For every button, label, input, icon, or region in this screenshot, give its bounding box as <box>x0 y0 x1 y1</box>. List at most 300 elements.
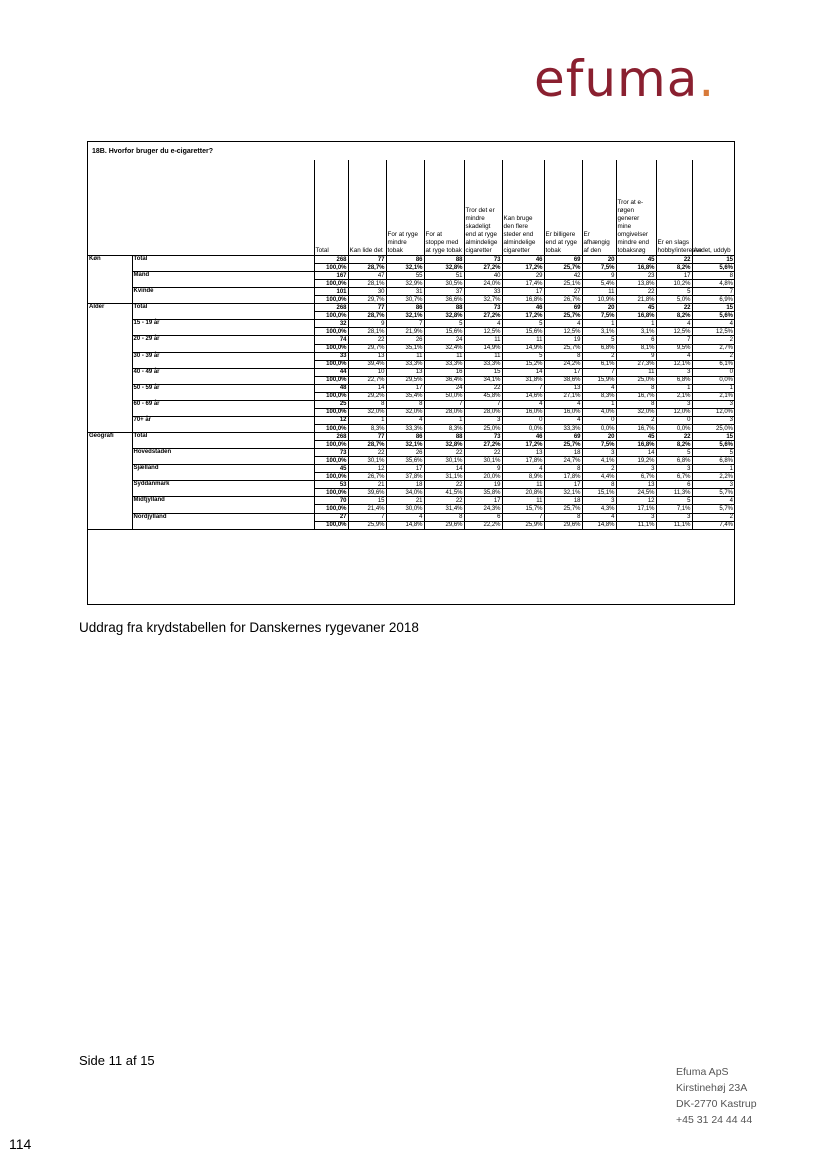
percent-cell: 7,4% <box>692 521 734 529</box>
count-cell: 73 <box>464 256 502 264</box>
table-row <box>88 288 734 296</box>
column-header: Er afhængig af den <box>582 160 616 256</box>
count-cell: 11 <box>502 336 544 344</box>
percent-cell: 21,9% <box>386 328 424 336</box>
percent-cell: 16,8% <box>616 312 656 320</box>
count-cell: 88 <box>424 304 464 312</box>
count-cell: 11 <box>616 368 656 376</box>
table-row <box>88 497 734 505</box>
count-cell: 17 <box>656 272 692 280</box>
percent-cell: 100,0% <box>314 328 348 336</box>
percent-cell: 32,1% <box>544 489 582 497</box>
count-cell: 15 <box>692 256 734 264</box>
percent-cell: 33,3% <box>386 424 424 432</box>
count-cell: 8 <box>692 272 734 280</box>
percent-cell: 100,0% <box>314 296 348 304</box>
count-cell: 1 <box>692 465 734 473</box>
count-cell: 22 <box>348 336 386 344</box>
count-cell: 2 <box>582 352 616 360</box>
percent-cell: 8,1% <box>616 344 656 352</box>
percent-cell: 15,2% <box>502 360 544 368</box>
percent-cell: 16,8% <box>616 264 656 272</box>
table-row <box>88 481 734 489</box>
count-cell: 3 <box>582 497 616 505</box>
row-label: Nordjylland <box>132 513 314 529</box>
column-header: Tror at e-røgen generer mine omgivelser mindre end tobaksrøg <box>616 160 656 256</box>
group-label: Geografi <box>88 433 132 530</box>
percent-cell: 32,8% <box>424 312 464 320</box>
count-cell: 27 <box>544 288 582 296</box>
percent-cell: 17,2% <box>502 441 544 449</box>
percent-cell: 15,9% <box>582 376 616 384</box>
group-label: Alder <box>88 304 132 433</box>
count-cell: 15 <box>464 368 502 376</box>
column-header: Andet, uddyb <box>692 160 734 256</box>
percent-cell: 20,0% <box>464 473 502 481</box>
percent-cell: 32,0% <box>348 408 386 416</box>
percent-cell: 30,1% <box>348 457 386 465</box>
count-cell: 4 <box>582 384 616 392</box>
percent-cell: 12,0% <box>692 408 734 416</box>
percent-cell: 30,1% <box>424 457 464 465</box>
percent-cell: 25,9% <box>502 521 544 529</box>
count-cell: 86 <box>386 304 424 312</box>
company-street: Kirstinehøj 23A <box>676 1082 748 1094</box>
percent-cell: 6,8% <box>692 457 734 465</box>
percent-cell: 13,8% <box>616 280 656 288</box>
count-cell: 11 <box>464 336 502 344</box>
company-address <box>676 1064 757 1128</box>
percent-cell: 6,8% <box>656 376 692 384</box>
count-cell: 3 <box>692 481 734 489</box>
percent-cell: 24,0% <box>464 280 502 288</box>
percent-cell: 0,0% <box>656 424 692 432</box>
percent-cell: 100,0% <box>314 457 348 465</box>
percent-cell: 6,1% <box>692 360 734 368</box>
efuma-logo: efuma. <box>534 50 716 108</box>
count-cell: 4 <box>656 352 692 360</box>
count-cell: 1 <box>692 384 734 392</box>
percent-cell: 11,1% <box>656 521 692 529</box>
count-cell: 20 <box>582 256 616 264</box>
row-label: 20 - 29 år <box>132 336 314 352</box>
count-cell: 18 <box>544 497 582 505</box>
row-label: Kvinde <box>132 288 314 304</box>
percent-cell: 10,2% <box>656 280 692 288</box>
count-cell: 3 <box>464 416 502 424</box>
count-cell: 22 <box>656 304 692 312</box>
percent-cell: 100,0% <box>314 392 348 400</box>
count-cell: 14 <box>502 368 544 376</box>
percent-cell: 33,3% <box>386 360 424 368</box>
percent-cell: 12,5% <box>464 328 502 336</box>
percent-cell: 24,5% <box>616 489 656 497</box>
percent-cell: 25,7% <box>544 312 582 320</box>
count-cell: 8 <box>386 400 424 408</box>
count-cell: 55 <box>386 272 424 280</box>
percent-cell: 29,5% <box>386 376 424 384</box>
percent-cell: 3,1% <box>616 328 656 336</box>
count-cell: 8 <box>544 465 582 473</box>
count-cell: 30 <box>348 288 386 296</box>
percent-cell: 8,3% <box>424 424 464 432</box>
percent-cell: 27,2% <box>464 264 502 272</box>
count-cell: 33 <box>314 352 348 360</box>
percent-cell: 10,9% <box>582 296 616 304</box>
count-cell: 2 <box>582 465 616 473</box>
count-cell: 5 <box>692 449 734 457</box>
count-cell: 3 <box>616 465 656 473</box>
percent-cell: 26,7% <box>348 473 386 481</box>
percent-cell: 17,8% <box>502 457 544 465</box>
count-cell: 14 <box>424 465 464 473</box>
percent-cell: 36,4% <box>424 376 464 384</box>
percent-cell: 32,0% <box>386 408 424 416</box>
percent-cell: 2,2% <box>692 473 734 481</box>
percent-cell: 25,0% <box>464 424 502 432</box>
percent-cell: 38,6% <box>544 376 582 384</box>
percent-cell: 100,0% <box>314 424 348 432</box>
percent-cell: 25,9% <box>348 521 386 529</box>
count-cell: 86 <box>386 433 424 441</box>
count-cell: 13 <box>544 384 582 392</box>
percent-cell: 35,4% <box>386 392 424 400</box>
percent-cell: 6,7% <box>656 473 692 481</box>
count-cell: 32 <box>314 320 348 328</box>
count-cell: 70 <box>314 497 348 505</box>
count-cell: 4 <box>582 513 616 521</box>
count-cell: 7 <box>656 336 692 344</box>
count-cell: 4 <box>544 400 582 408</box>
table-row <box>88 433 734 441</box>
percent-cell: 39,6% <box>348 489 386 497</box>
percent-cell: 32,0% <box>616 408 656 416</box>
percent-cell: 26,7% <box>544 296 582 304</box>
count-cell: 22 <box>424 497 464 505</box>
count-cell: 7 <box>502 513 544 521</box>
count-cell: 11 <box>464 352 502 360</box>
count-cell: 14 <box>348 384 386 392</box>
percent-cell: 0,0% <box>692 376 734 384</box>
count-cell: 4 <box>656 320 692 328</box>
percent-cell: 100,0% <box>314 441 348 449</box>
percent-cell: 31,8% <box>502 376 544 384</box>
column-header: Er billigere end at ryge tobak <box>544 160 582 256</box>
count-cell: 1 <box>348 416 386 424</box>
percent-cell: 28,0% <box>424 408 464 416</box>
percent-cell: 8,2% <box>656 312 692 320</box>
percent-cell: 22,2% <box>464 521 502 529</box>
count-cell: 21 <box>348 481 386 489</box>
count-cell: 46 <box>502 433 544 441</box>
count-cell: 23 <box>616 272 656 280</box>
table-row <box>88 449 734 457</box>
percent-cell: 39,4% <box>348 360 386 368</box>
count-cell: 7 <box>502 384 544 392</box>
percent-cell: 25,7% <box>544 441 582 449</box>
percent-cell: 100,0% <box>314 360 348 368</box>
percent-cell: 25,0% <box>692 424 734 432</box>
percent-cell: 16,0% <box>544 408 582 416</box>
percent-cell: 16,0% <box>502 408 544 416</box>
percent-cell: 2,1% <box>656 392 692 400</box>
percent-cell: 32,7% <box>464 296 502 304</box>
count-cell: 77 <box>348 433 386 441</box>
count-cell: 5 <box>656 497 692 505</box>
count-cell: 33 <box>464 288 502 296</box>
count-cell: 3 <box>656 513 692 521</box>
percent-cell: 32,4% <box>424 344 464 352</box>
count-cell: 5 <box>502 352 544 360</box>
percent-cell: 3,1% <box>582 328 616 336</box>
count-cell: 11 <box>502 497 544 505</box>
percent-cell: 28,0% <box>464 408 502 416</box>
percent-cell: 15,6% <box>502 328 544 336</box>
count-cell: 47 <box>348 272 386 280</box>
count-cell: 88 <box>424 256 464 264</box>
count-cell: 6 <box>616 336 656 344</box>
percent-cell: 25,7% <box>544 505 582 513</box>
table-caption: Uddrag fra krydstabellen for Danskernes rygevaner 2018 <box>79 620 419 635</box>
count-cell: 3 <box>692 400 734 408</box>
percent-cell: 17,4% <box>502 280 544 288</box>
percent-cell: 29,2% <box>348 392 386 400</box>
count-cell: 3 <box>616 513 656 521</box>
count-cell: 26 <box>386 449 424 457</box>
count-cell: 73 <box>314 449 348 457</box>
count-cell: 46 <box>502 256 544 264</box>
count-cell: 11 <box>386 352 424 360</box>
count-cell: 2 <box>692 513 734 521</box>
count-cell: 13 <box>502 449 544 457</box>
percent-cell: 29,7% <box>348 296 386 304</box>
row-label: Hovedstaden <box>132 449 314 465</box>
count-cell: 45 <box>616 433 656 441</box>
count-cell: 101 <box>314 288 348 296</box>
percent-cell: 5,4% <box>582 280 616 288</box>
column-header: Er en slags hobby/interesse <box>656 160 692 256</box>
count-cell: 3 <box>656 368 692 376</box>
percent-cell: 25,1% <box>544 280 582 288</box>
percent-cell: 16,7% <box>616 424 656 432</box>
count-cell: 12 <box>314 416 348 424</box>
percent-cell: 28,7% <box>348 264 386 272</box>
count-cell: 48 <box>314 384 348 392</box>
count-cell: 88 <box>424 433 464 441</box>
percent-cell: 30,1% <box>464 457 502 465</box>
count-cell: 22 <box>464 384 502 392</box>
count-cell: 13 <box>348 352 386 360</box>
percent-cell: 31,1% <box>424 473 464 481</box>
percent-cell: 32,8% <box>424 264 464 272</box>
percent-cell: 31,4% <box>424 505 464 513</box>
count-cell: 18 <box>544 449 582 457</box>
count-cell: 24 <box>424 336 464 344</box>
percent-cell: 17,2% <box>502 312 544 320</box>
percent-cell: 8,3% <box>582 392 616 400</box>
count-cell: 6 <box>656 481 692 489</box>
column-header: For at ryge mindre tobak <box>386 160 424 256</box>
count-cell: 7 <box>582 368 616 376</box>
count-cell: 22 <box>464 449 502 457</box>
count-cell: 73 <box>464 433 502 441</box>
percent-cell: 45,8% <box>464 392 502 400</box>
count-cell: 17 <box>386 465 424 473</box>
count-cell: 8 <box>544 513 582 521</box>
count-cell: 14 <box>616 449 656 457</box>
count-cell: 8 <box>616 400 656 408</box>
percent-cell: 27,3% <box>616 360 656 368</box>
count-cell: 167 <box>314 272 348 280</box>
percent-cell: 37,8% <box>386 473 424 481</box>
count-cell: 44 <box>314 368 348 376</box>
count-cell: 10 <box>348 368 386 376</box>
count-cell: 69 <box>544 433 582 441</box>
count-cell: 22 <box>656 256 692 264</box>
percent-cell: 100,0% <box>314 312 348 320</box>
count-cell: 0 <box>692 368 734 376</box>
percent-cell: 6,8% <box>656 457 692 465</box>
percent-cell: 7,5% <box>582 264 616 272</box>
percent-cell: 34,0% <box>386 489 424 497</box>
column-header: Tror det er mindre skadeligt end at ryge almindelige cigaretter <box>464 160 502 256</box>
count-cell: 9 <box>348 320 386 328</box>
count-cell: 27 <box>314 513 348 521</box>
percent-cell: 33,3% <box>464 360 502 368</box>
count-cell: 5 <box>424 320 464 328</box>
header-blank <box>88 160 132 256</box>
percent-cell: 4,0% <box>582 408 616 416</box>
percent-cell: 35,1% <box>386 344 424 352</box>
count-cell: 73 <box>464 304 502 312</box>
count-cell: 45 <box>616 256 656 264</box>
company-phone: +45 31 24 44 44 <box>676 1114 753 1126</box>
count-cell: 17 <box>386 384 424 392</box>
percent-cell: 6,9% <box>692 296 734 304</box>
percent-cell: 5,0% <box>656 296 692 304</box>
count-cell: 7 <box>464 400 502 408</box>
table-row <box>88 368 734 376</box>
percent-cell: 15,1% <box>582 489 616 497</box>
percent-cell: 5,7% <box>692 489 734 497</box>
column-header: For at stoppe med at ryge tobak <box>424 160 464 256</box>
percent-cell: 100,0% <box>314 376 348 384</box>
percent-cell: 6,8% <box>582 344 616 352</box>
count-cell: 24 <box>424 384 464 392</box>
row-label: Syddanmark <box>132 481 314 497</box>
percent-cell: 33,3% <box>424 360 464 368</box>
count-cell: 13 <box>616 481 656 489</box>
percent-cell: 12,5% <box>656 328 692 336</box>
percent-cell: 17,2% <box>502 264 544 272</box>
percent-cell: 4,4% <box>582 473 616 481</box>
count-cell: 4 <box>692 320 734 328</box>
row-label: 30 - 39 år <box>132 352 314 368</box>
percent-cell: 6,1% <box>582 360 616 368</box>
column-header: Kan bruge den flere steder end almindelige cigaretter <box>502 160 544 256</box>
percent-cell: 25,0% <box>616 376 656 384</box>
column-header: Kan lide det <box>348 160 386 256</box>
table-row <box>88 465 734 473</box>
count-cell: 7 <box>424 400 464 408</box>
percent-cell: 9,5% <box>656 344 692 352</box>
row-label: Total <box>132 433 314 449</box>
percent-cell: 32,8% <box>424 441 464 449</box>
crosstab-header-row <box>88 160 734 256</box>
row-label: 15 - 19 år <box>132 320 314 336</box>
count-cell: 12 <box>348 465 386 473</box>
percent-cell: 100,0% <box>314 473 348 481</box>
row-label: Sjælland <box>132 465 314 481</box>
count-cell: 15 <box>348 497 386 505</box>
percent-cell: 14,6% <box>502 392 544 400</box>
count-cell: 4 <box>544 320 582 328</box>
percent-cell: 25,7% <box>544 344 582 352</box>
count-cell: 9 <box>582 272 616 280</box>
percent-cell: 14,9% <box>464 344 502 352</box>
percent-cell: 21,8% <box>616 296 656 304</box>
header-blank <box>132 160 314 256</box>
percent-cell: 19,2% <box>616 457 656 465</box>
count-cell: 2 <box>692 336 734 344</box>
count-cell: 77 <box>348 256 386 264</box>
percent-cell: 100,0% <box>314 264 348 272</box>
count-cell: 9 <box>616 352 656 360</box>
percent-cell: 34,1% <box>464 376 502 384</box>
percent-cell: 8,2% <box>656 441 692 449</box>
count-cell: 69 <box>544 256 582 264</box>
count-cell: 2 <box>692 352 734 360</box>
count-cell: 22 <box>348 449 386 457</box>
count-cell: 19 <box>544 336 582 344</box>
percent-cell: 17,8% <box>544 473 582 481</box>
count-cell: 1 <box>582 400 616 408</box>
percent-cell: 12,0% <box>656 408 692 416</box>
percent-cell: 30,5% <box>424 280 464 288</box>
percent-cell: 100,0% <box>314 408 348 416</box>
percent-cell: 6,7% <box>616 473 656 481</box>
percent-cell: 27,1% <box>544 392 582 400</box>
count-cell: 13 <box>386 368 424 376</box>
count-cell: 20 <box>582 433 616 441</box>
count-cell: 29 <box>502 272 544 280</box>
count-cell: 8 <box>424 513 464 521</box>
percent-cell: 33,3% <box>544 424 582 432</box>
percent-cell: 14,8% <box>386 521 424 529</box>
percent-cell: 30,7% <box>386 296 424 304</box>
percent-cell: 17,1% <box>616 505 656 513</box>
company-city: DK-2770 Kastrup <box>676 1098 757 1110</box>
row-label: Mand <box>132 272 314 288</box>
percent-cell: 5,6% <box>692 264 734 272</box>
count-cell: 8 <box>582 481 616 489</box>
count-cell: 22 <box>424 449 464 457</box>
percent-cell: 15,7% <box>502 505 544 513</box>
percent-cell: 32,1% <box>386 264 424 272</box>
percent-cell: 28,7% <box>348 441 386 449</box>
percent-cell: 5,6% <box>692 441 734 449</box>
count-cell: 0 <box>502 416 544 424</box>
percent-cell: 35,8% <box>464 489 502 497</box>
count-cell: 37 <box>424 288 464 296</box>
percent-cell: 12,5% <box>544 328 582 336</box>
count-cell: 3 <box>656 400 692 408</box>
count-cell: 21 <box>386 497 424 505</box>
count-cell: 18 <box>386 481 424 489</box>
count-cell: 2 <box>616 416 656 424</box>
count-cell: 5 <box>656 449 692 457</box>
count-cell: 40 <box>464 272 502 280</box>
